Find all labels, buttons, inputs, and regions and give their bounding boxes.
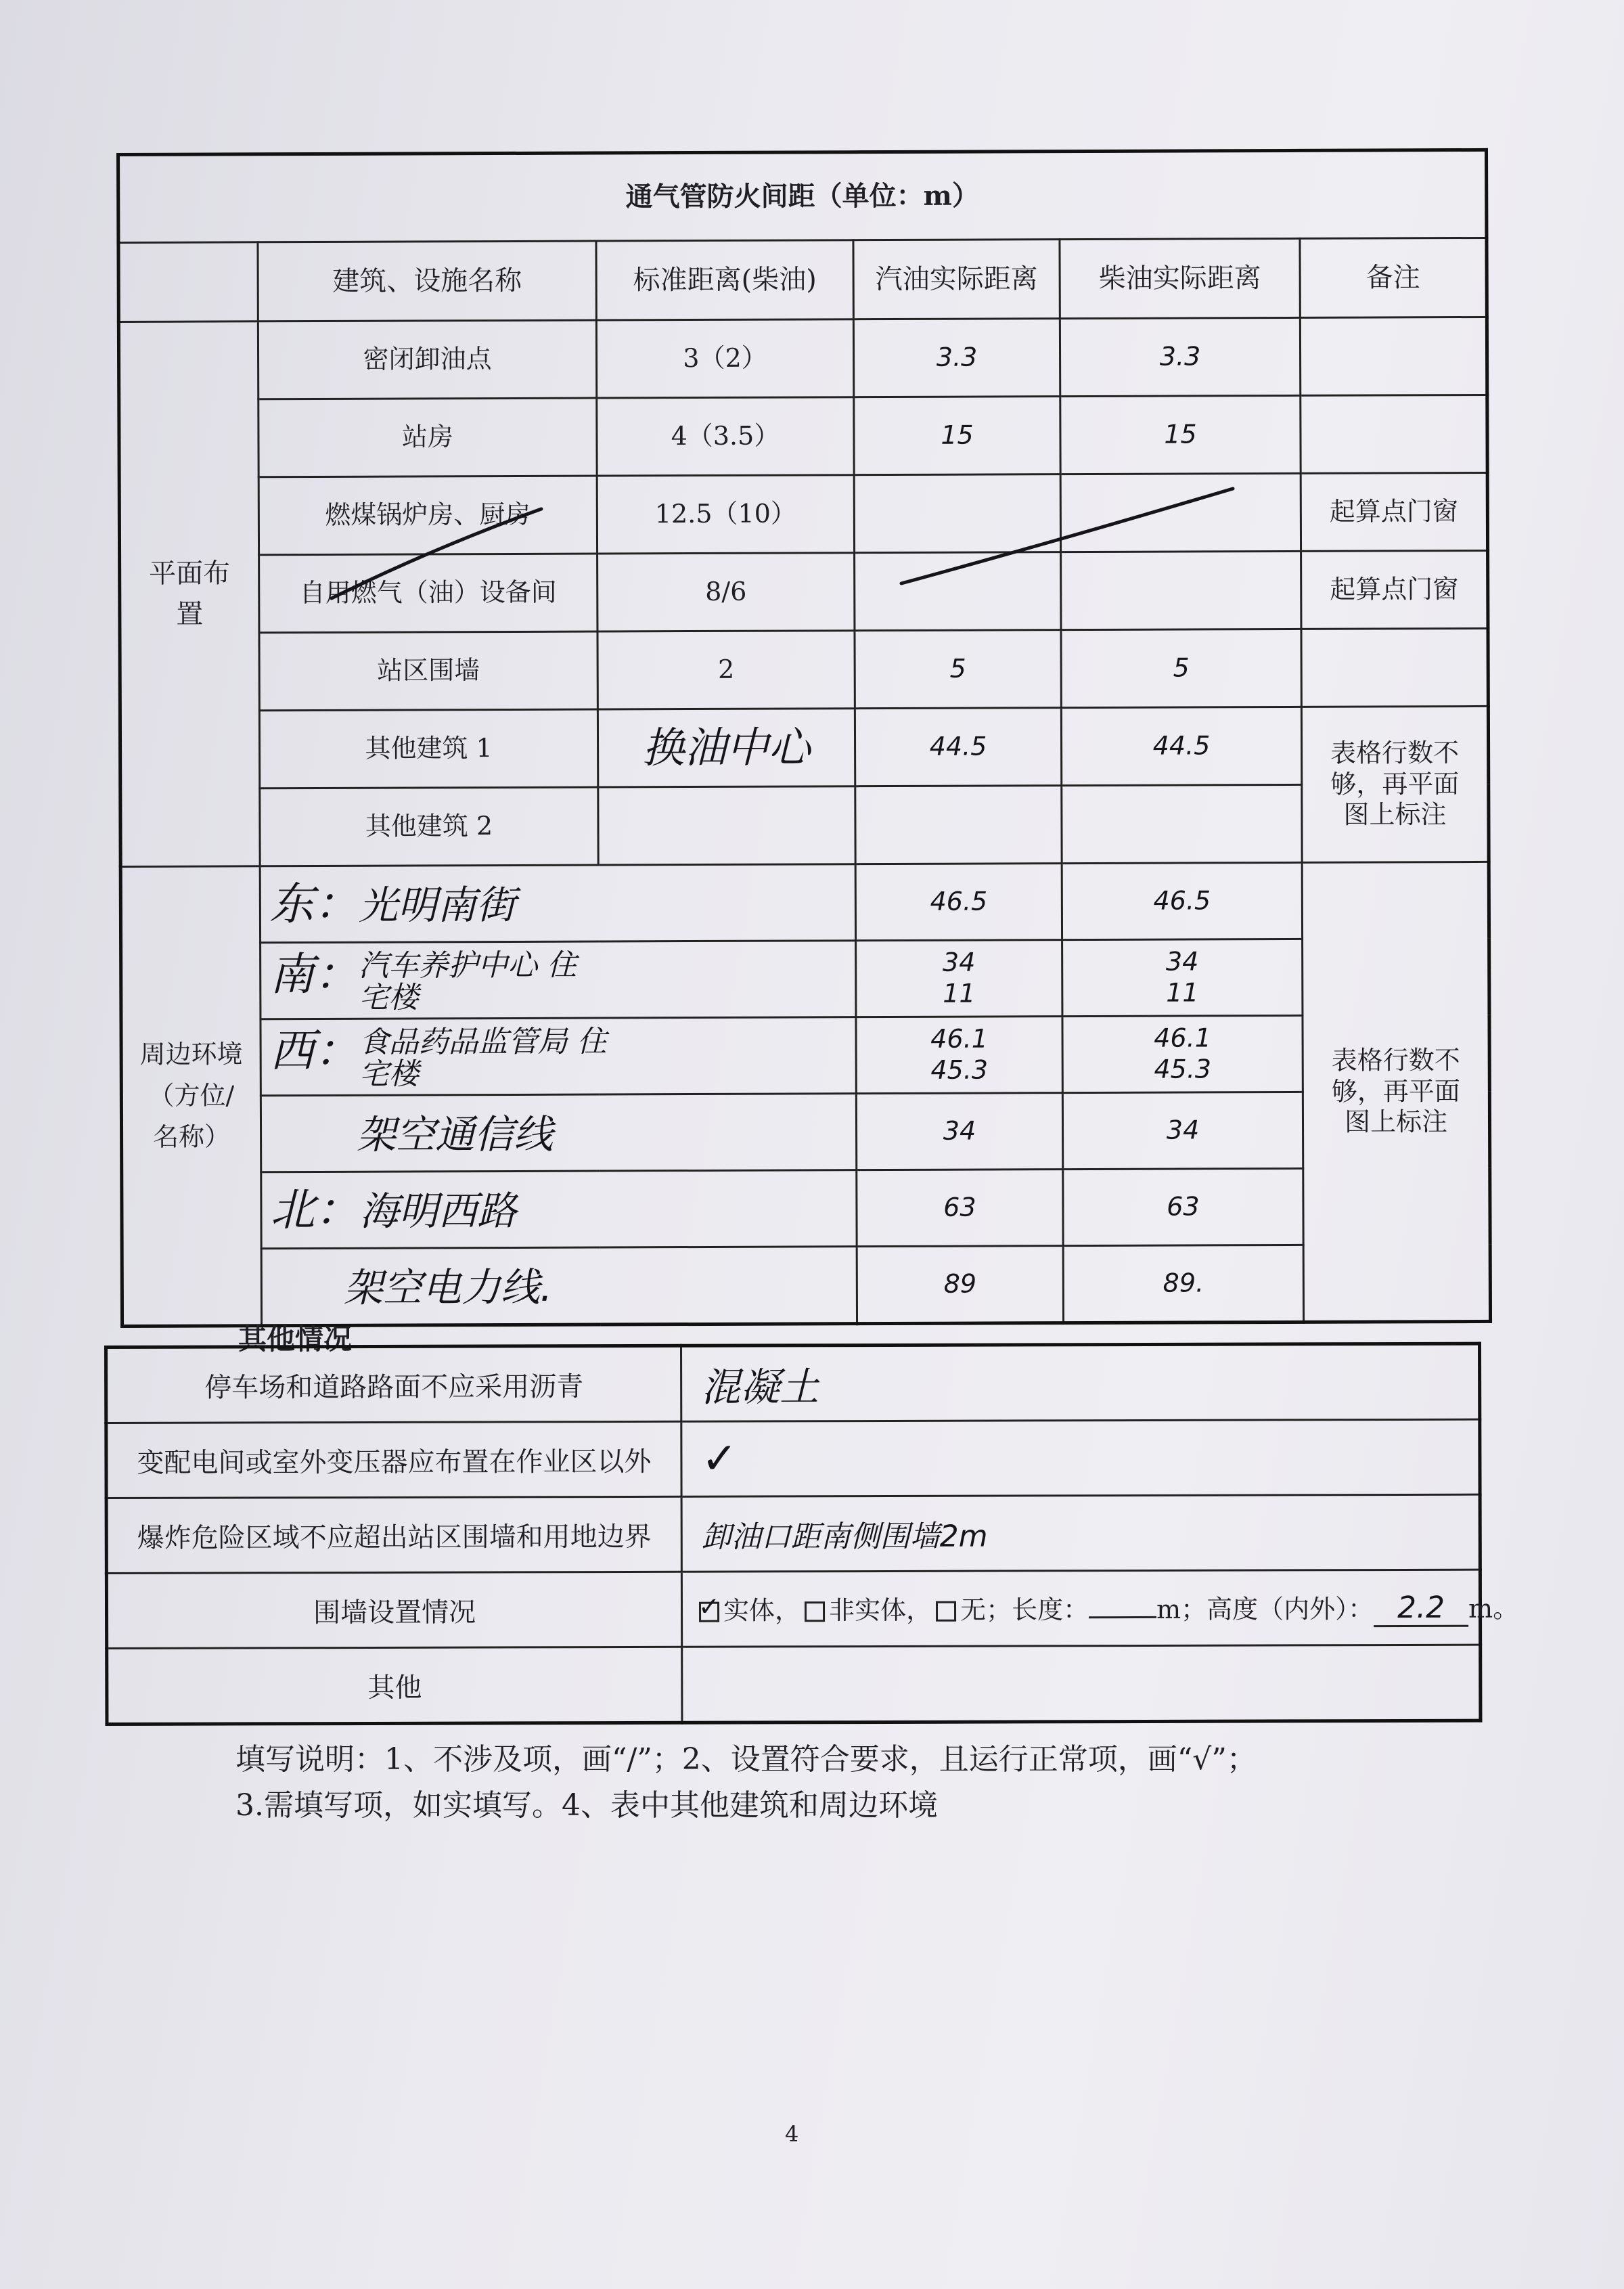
plan-row-diesel: 5 [1061,629,1301,707]
plan-row-standard: 换油中心 [597,709,855,787]
plan-row-note: 起算点门窗 [1301,550,1488,629]
env-row-gas: 63 [857,1170,1063,1247]
other-label: 其他 [107,1647,682,1724]
other-section-title: 其他情况 [238,1323,353,1356]
env-row-location: 西：食品药品监管局 住宅楼 [261,1017,856,1096]
plan-row-name: 燃煤锅炉房、厨房 [258,476,597,555]
other-row-value: 混凝土 [681,1343,1480,1421]
plan-row-note [1301,628,1488,707]
none-checkbox[interactable] [936,1601,956,1621]
plan-row-diesel: 44.5 [1061,707,1301,785]
other-row-label: 变配电间或室外变压器应布置在作业区以外 [106,1421,681,1498]
table-title: 通气管防火间距（单位：m） [118,150,1487,242]
height-label: 高度（内外）： [1206,1594,1374,1624]
env-row-gas: 46.1 45.3 [856,1017,1062,1094]
plan-row-note [1301,395,1487,473]
header-gas: 汽油实际距离 [853,240,1060,319]
plan-row-gas [854,474,1060,553]
plan-row-standard: 2 [597,631,855,709]
env-row-diesel: 34 11 [1062,939,1303,1016]
header-name: 建筑、设施名称 [258,241,596,321]
plan-row-gas: 5 [855,630,1061,709]
instruction-line: 填写说明：1、不涉及项，画“/”；2、设置符合要求，且运行正常项，画“√”； [235,1742,1257,1777]
plan-row-diesel [1062,784,1302,863]
header-blank [118,242,258,322]
header-standard: 标准距离(柴油) [596,240,853,320]
env-row-diesel: 46.5 [1062,862,1302,939]
fill-instructions [235,1737,1521,1829]
env-row-location: 东：光明南街 [260,864,855,943]
env-row-diesel: 63 [1063,1168,1303,1245]
env-row-diesel: 89. [1063,1245,1303,1323]
env-row-location: 北：海明西路 [261,1170,857,1249]
length-label: 长度： [1012,1595,1089,1625]
plan-row-standard: 12.5（10） [597,475,854,554]
plan-row-note: 起算点门窗 [1301,472,1487,551]
length-unit: m； [1156,1594,1207,1624]
env-row-gas: 46.5 [855,864,1062,941]
env-row-diesel: 46.1 45.3 [1062,1015,1303,1092]
other-value[interactable] [682,1645,1481,1723]
plan-row-name: 其他建筑 1 [259,709,597,788]
plan-section-label: 平面布置 [118,321,260,867]
wall-label: 围墙设置情况 [106,1572,681,1648]
height-unit: m。 [1468,1593,1519,1624]
env-row-gas: 89 [857,1246,1063,1324]
wall-settings [681,1570,1519,1647]
env-row-gas: 34 [856,1093,1062,1170]
env-row-diesel: 34 [1062,1092,1303,1169]
length-field[interactable] [1089,1616,1156,1618]
plan-row-standard: 3（2） [596,319,853,398]
plan-row-name: 其他建筑 2 [260,787,598,866]
solid-label: 实体， [723,1595,801,1626]
plan-row-standard: 8/6 [597,553,855,631]
env-row-location: 南：汽车养护中心 住宅楼 [261,941,856,1019]
plan-row-gas: 3.3 [853,319,1060,397]
instruction-line: 3.需填写项，如实填写。4、表中其他建筑和周边环境 [235,1788,938,1823]
plan-row-gas: 15 [854,397,1060,475]
plan-row-diesel [1061,551,1301,629]
env-row-location: 架空通信线 [261,1094,856,1172]
plan-row-gas [855,552,1061,631]
other-row-value: ✓ [681,1419,1480,1496]
plan-row-diesel: 3.3 [1060,317,1300,396]
plan-row-name: 站房 [258,398,597,477]
none-label: 无； [960,1595,1012,1625]
non-solid-label: 非实体， [828,1595,932,1626]
plan-row-gas: 44.5 [855,708,1061,786]
plan-row-name: 自用燃气（油）设备间 [259,554,597,633]
non-solid-checkbox[interactable] [805,1601,825,1622]
other-row-label: 爆炸危险区域不应超出站区围墙和用地边界 [106,1496,681,1573]
solid-checkbox[interactable]: ✓ [698,1591,720,1622]
page-number: 4 [785,2121,799,2147]
plan-row-standard [598,786,855,865]
plan-row-note: 表格行数不够，再平面图上标注 [1301,706,1489,862]
plan-row-standard: 4（3.5） [597,397,854,476]
height-field[interactable]: 2.2 [1374,1591,1468,1627]
plan-row-note [1300,317,1487,395]
plan-row-diesel [1060,473,1301,552]
plan-row-name: 密闭卸油点 [258,320,596,399]
plan-row-gas [855,786,1062,864]
env-row-location: 架空电力线. [261,1247,857,1326]
other-row-label: 停车场和道路路面不应采用沥青 [106,1346,681,1423]
other-row-value: 卸油口距南侧围墙2m [681,1494,1480,1572]
env-section-label: 周边环境（方位/名称） [120,866,261,1327]
env-section-note: 表格行数不够，再平面图上标注 [1302,862,1490,1322]
plan-row-diesel: 15 [1060,395,1301,474]
env-row-gas: 34 11 [856,940,1062,1017]
header-remarks: 备注 [1300,238,1487,317]
plan-row-name: 站区围墙 [259,631,597,711]
header-diesel: 柴油实际距离 [1060,238,1300,318]
other-conditions-table [104,1342,1519,1726]
fire-distance-table [116,148,1492,1328]
